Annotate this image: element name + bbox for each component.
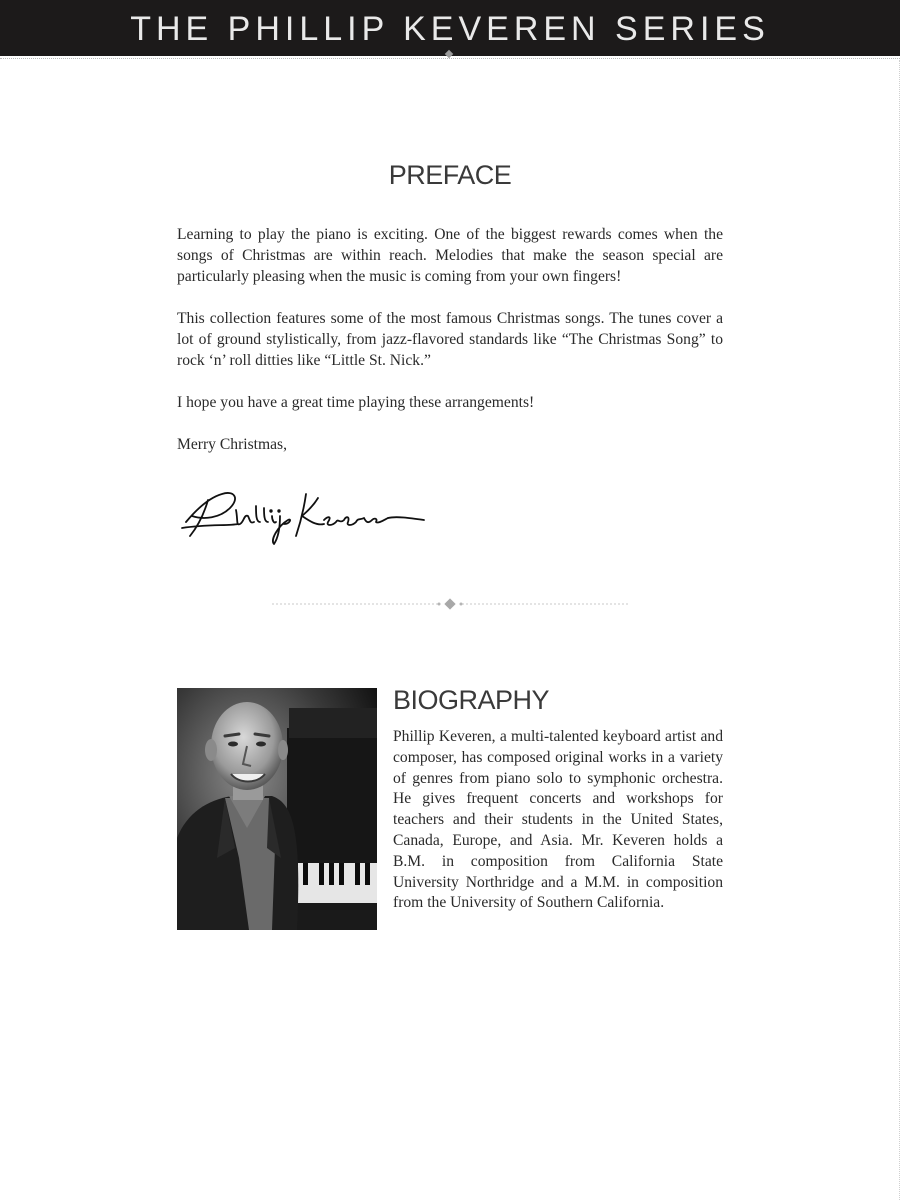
header-divider — [0, 58, 900, 59]
section-divider-ornament — [272, 597, 628, 611]
preface-body — [177, 224, 723, 476]
author-photo — [177, 688, 377, 930]
preface-heading: PREFACE — [388, 160, 512, 190]
preface-paragraph: Learning to play the piano is exciting. One of the biggest rewards comes when the songs of Christmas are within reach. Melodies that make the season special are particularly pleasing when the music is coming from your own fingers! — [177, 226, 723, 285]
preface-paragraph: This collection features some of the most famous Christmas songs. The tunes cover a lot of ground stylistically, from jazz-flavored standards like “The Christmas Song” to rock ‘n’ roll ditties like “Little St. Nick.” — [177, 310, 723, 369]
biography-body: Phillip Keveren, a multi-talented keyboard artist and composer, has composed original works in a variety of genres from piano solo to symphonic orchestra. He gives frequent concerts and workshops for teachers and their students in the United States, Canada, Europe, and Asia. Mr. Keveren holds a B.M. in composition from California State University Northridge and a M.M. in composition from the University of Southern California. — [393, 728, 723, 912]
biography-heading: BIOGRAPHY — [393, 685, 550, 715]
series-title: THE PHILLIP KEVEREN SERIES — [130, 9, 770, 48]
series-header-bar — [0, 0, 900, 56]
signature-image — [178, 480, 428, 550]
preface-closing: Merry Christmas, — [177, 436, 288, 453]
preface-paragraph: I hope you have a great time playing these arrangements! — [177, 394, 535, 411]
